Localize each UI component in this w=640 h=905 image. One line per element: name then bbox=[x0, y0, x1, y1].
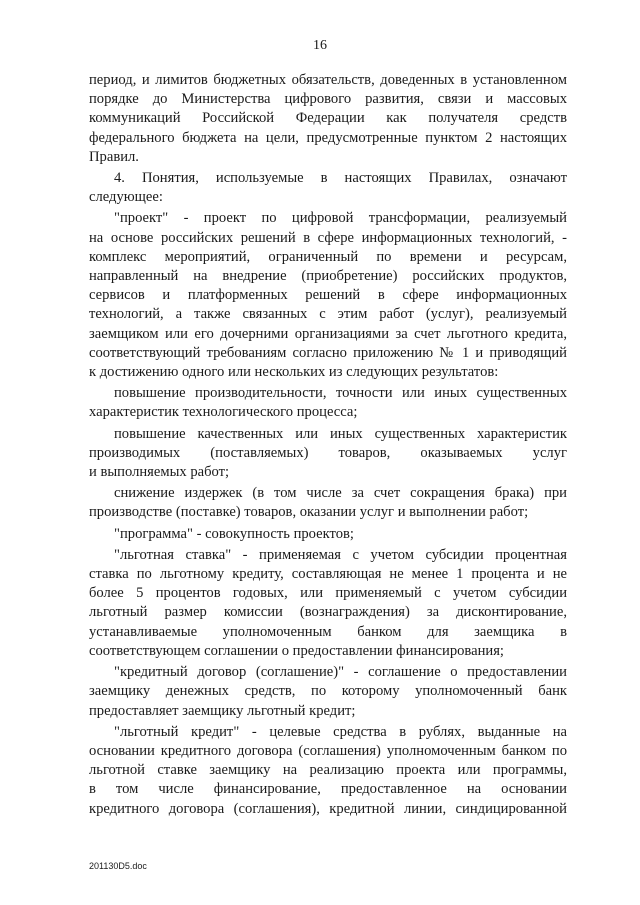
paragraph bbox=[89, 663, 567, 721]
text-line: федерального бюджета на цели, предусмотренные пунктом 2 настоящих bbox=[89, 129, 567, 146]
text-line: льготный размер комиссии (вознаграждения) за дисконтирование, bbox=[89, 604, 567, 621]
text-line: сервисов и платформенных решений в сфере информационных bbox=[89, 287, 567, 304]
text-line: повышение производительности, точности или иных существенных bbox=[114, 385, 567, 402]
text-line: и выполняемых работ; bbox=[89, 464, 230, 481]
paragraph bbox=[89, 71, 567, 167]
paragraph bbox=[89, 525, 567, 544]
text-line: льготной ставке заемщику на реализацию проекта или программы, bbox=[89, 762, 567, 779]
text-line: технологий, а также связанных с этим работ (услуг), реализуемый bbox=[89, 306, 567, 323]
paragraph bbox=[89, 384, 567, 422]
text-line: кредитного договора (соглашения), кредитной линии, синдицированной bbox=[89, 800, 567, 817]
text-line: снижение издержек (в том числе за счет сокращения брака) при bbox=[114, 485, 567, 502]
text-line: "льготная ставка" - применяемая с учетом субсидии процентная bbox=[114, 546, 567, 563]
text-line: на основе российских решений в сфере информационных технологий, - bbox=[89, 229, 567, 246]
text-line: повышение качественных или иных существенных характеристик bbox=[114, 425, 567, 442]
paragraph bbox=[89, 169, 567, 207]
text-line: "проект" - проект по цифровой трансформации, реализуемый bbox=[114, 210, 567, 227]
paragraph bbox=[89, 546, 567, 661]
text-line: ставка по льготному кредиту, составляющая не менее 1 процента и не bbox=[89, 566, 567, 583]
text-line: следующее: bbox=[89, 189, 163, 206]
text-line: предоставляет заемщику льготный кредит; bbox=[89, 702, 356, 719]
file-code: 201130D5.doc bbox=[89, 861, 147, 871]
text-line: заемщиком или его дочерними организациями за счет льготного кредита, bbox=[89, 325, 567, 342]
text-line: устанавливаемые уполномоченным банком для заемщика в bbox=[89, 623, 567, 640]
text-line: более 5 процентов годовых, или применяемый с учетом субсидии bbox=[89, 585, 567, 602]
text-line: к достижению одного или нескольких из следующих результатов: bbox=[89, 364, 499, 381]
text-line: в том числе финансирование, предоставленное на основании bbox=[89, 781, 567, 798]
text-line: комплекс мероприятий, ограниченный по времени и ресурсам, bbox=[89, 248, 567, 265]
text-line: основании кредитного договора (соглашения) уполномоченным банком по bbox=[89, 742, 567, 759]
text-line: заемщику денежных средств, по которому уполномоченный банк bbox=[89, 683, 567, 700]
text-line: порядке до Министерства цифрового развития, связи и массовых bbox=[89, 91, 567, 108]
text-line: "льготный кредит" - целевые средства в рублях, выданные на bbox=[114, 723, 567, 740]
paragraph bbox=[89, 209, 567, 382]
text-line: производимых (поставляемых) товаров, оказываемых услуг bbox=[89, 444, 567, 461]
text-line: период, и лимитов бюджетных обязательств, доведенных в установленном bbox=[89, 72, 567, 88]
text-line: соответствующем соглашении о предоставлении финансирования; bbox=[89, 642, 504, 659]
document-body bbox=[89, 71, 567, 819]
text-line: Правил. bbox=[89, 148, 139, 165]
text-line: характеристик технологического процесса; bbox=[89, 404, 358, 421]
text-line: "программа" - совокупность проектов; bbox=[114, 525, 354, 542]
text-line: производстве (поставке) товаров, оказании услуг и выполнении работ; bbox=[89, 504, 529, 521]
text-line: коммуникаций Российской Федерации как получателя средств bbox=[89, 110, 567, 127]
text-line: направленный на внедрение (приобретение) российских продуктов, bbox=[89, 268, 567, 285]
text-line: 4. Понятия, используемые в настоящих Правилах, означают bbox=[114, 170, 567, 187]
paragraph bbox=[89, 484, 567, 522]
page-number: 16 bbox=[313, 38, 327, 53]
paragraph bbox=[89, 723, 567, 819]
paragraph bbox=[89, 425, 567, 483]
text-line: соответствующий требованиям согласно приложению № 1 и приводящий bbox=[89, 344, 567, 361]
text-line: "кредитный договор (соглашение)" - соглашение о предоставлении bbox=[114, 664, 567, 681]
